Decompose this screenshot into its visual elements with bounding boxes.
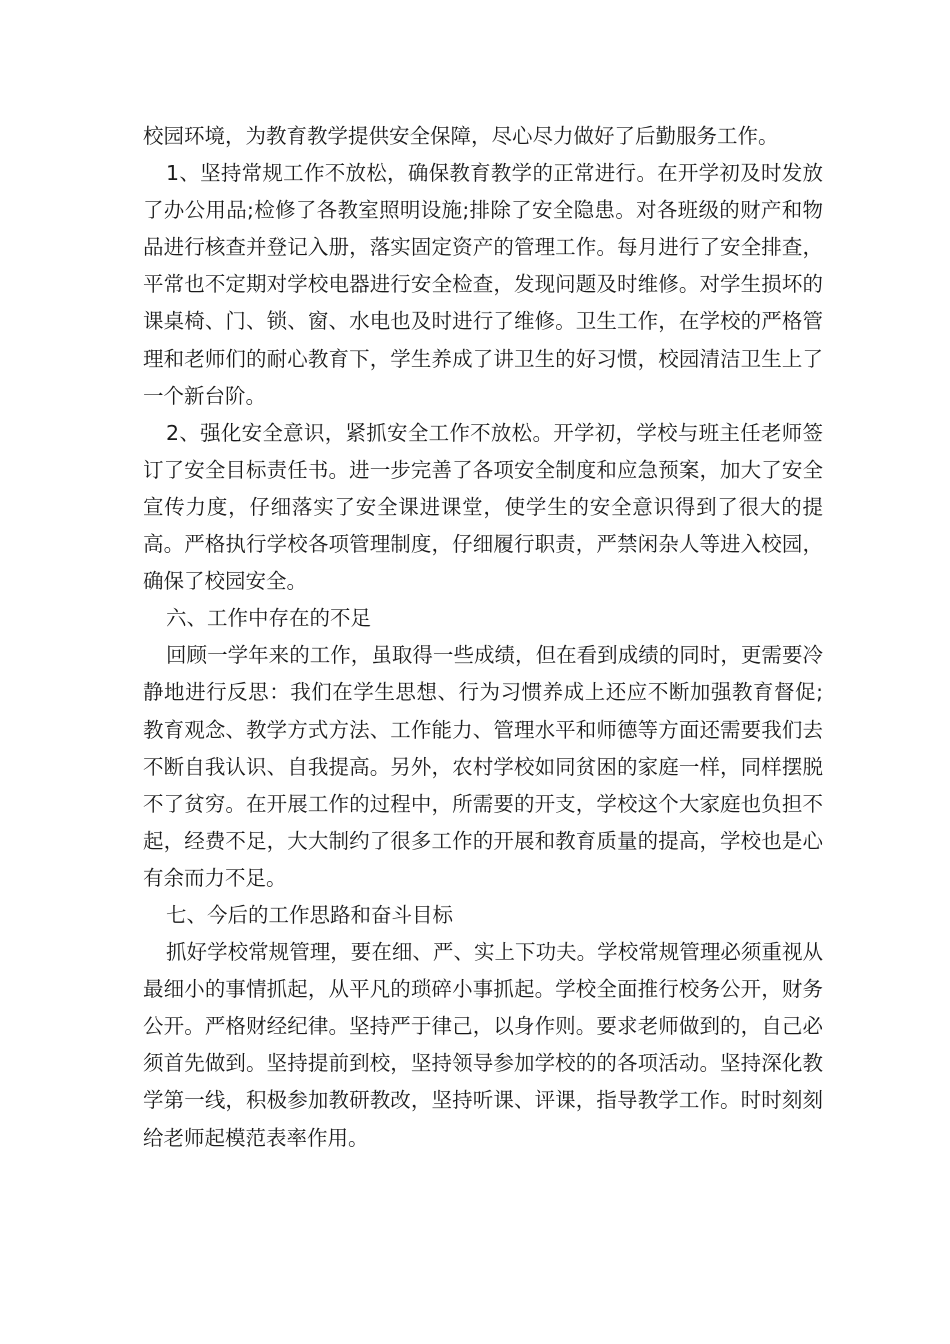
paragraph-continuation: 校园环境，为教育教学提供安全保障，尽心尽力做好了后勤服务工作。 [143,124,779,148]
paragraph-management: 抓好学校常规管理，要在细、严、实上下功夫。学校常规管理必须重视从最细小的事情抓起，从平凡的琐碎小事抓起。学校全面推行校务公开，财务公开。严格财经纪律。坚持严于律己，以身作则。要求老师做到的，自己必须首先做到。坚持提前到校，坚持领导参加学校的的各项活动。坚持深化教学第一线，积极参加教研教改，坚持听课、评课，指导教学工作。时时刻刻给老师起模范表率作用。 [143,940,823,1150]
section-heading-shortcomings: 六、工作中存在的不足 [166,606,371,631]
paragraph-review: 回顾一学年来的工作，虽取得一些成绩，但在看到成绩的同时，更需要冷静地进行反思：我们在学生思想、行为习惯养成上还应不断加强教育督促;教育观念、教学方式方法、工作能力、管理水平和师德等方面还需要我们去不断自我认识、自我提高。另外，农村学校如同贫困的家庭一样，同样摆脱不了贫穷。在开展工作的过程中，所需要的开支，学校这个大家庭也负担不起，经费不足，大大制约了很多工作的开展和教育质量的提高，学校也是心有余而力不足。 [143,643,823,890]
document-body [143,118,823,1157]
paragraph-routine-work: 1、坚持常规工作不放松，确保教育教学的正常进行。在开学初及时发放了办公用品;检修了各教室照明设施;排除了安全隐患。对各班级的财产和物品进行核查并登记入册，落实固定资产的管理工作。每月进行了安全排查，平常也不定期对学校电器进行安全检查，发现问题及时维修。对学生损坏的课桌椅、门、锁、窗、水电也及时进行了维修。卫生工作，在学校的严格管理和老师们的耐心教育下，学生养成了讲卫生的好习惯，校园清洁卫生上了一个新台阶。 [143,161,823,408]
section-heading-future-goals: 七、今后的工作思路和奋斗目标 [166,902,453,927]
paragraph-safety-awareness: 2、强化安全意识，紧抓安全工作不放松。开学初，学校与班主任老师签订了安全目标责任书。进一步完善了各项安全制度和应急预案，加大了安全宣传力度，仔细落实了安全课进课堂，使学生的安全意识得到了很大的提高。严格执行学校各项管理制度，仔细履行职责，严禁闲杂人等进入校园，确保了校园安全。 [143,420,823,594]
